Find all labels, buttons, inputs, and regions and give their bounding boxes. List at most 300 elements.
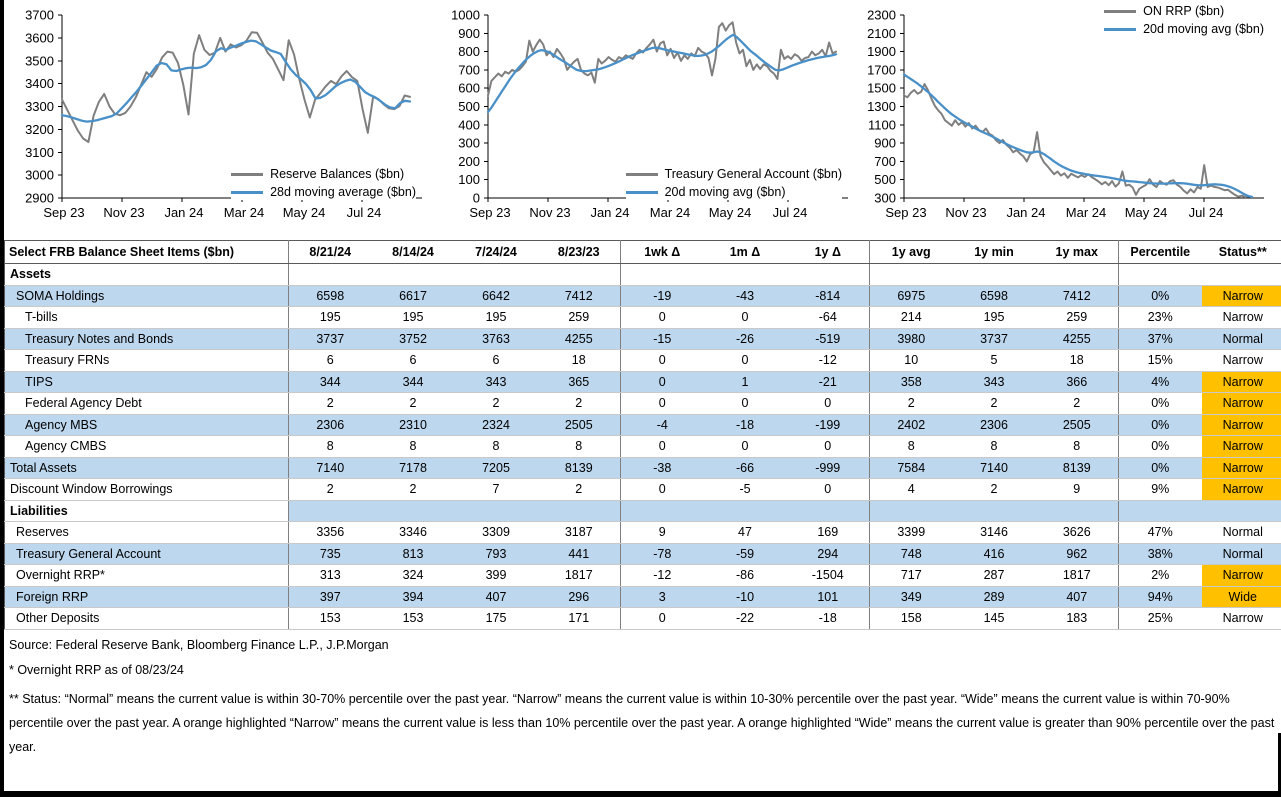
table-cell: 8 <box>1036 436 1119 458</box>
svg-text:3600: 3600 <box>25 30 54 46</box>
table-cell: 2310 <box>372 414 455 436</box>
svg-text:3500: 3500 <box>25 53 54 69</box>
table-row-total-assets <box>5 457 1281 479</box>
table-cell: -21 <box>787 371 870 393</box>
legend-entry <box>626 185 842 200</box>
svg-text:500: 500 <box>458 99 480 114</box>
table-cell <box>455 500 538 522</box>
table-cell <box>372 264 455 286</box>
table-cell: 289 <box>953 586 1036 608</box>
table-row-discount-window-borrowings <box>5 479 1281 501</box>
charts-row <box>4 2 1281 238</box>
treasury-general-account-chart-legend <box>626 167 842 200</box>
table-cell: 8 <box>953 436 1036 458</box>
table-cell: 8 <box>289 436 372 458</box>
table-cell: 296 <box>538 586 621 608</box>
table-cell: -18 <box>787 608 870 630</box>
table-cell: 2 <box>953 479 1036 501</box>
svg-text:Jan 24: Jan 24 <box>164 205 204 220</box>
table-cell: 2 <box>538 393 621 415</box>
legend-line-swatch <box>1104 10 1136 13</box>
table-cell: 47 <box>704 522 787 544</box>
table-cell: -5 <box>704 479 787 501</box>
table-cell <box>1202 500 1281 522</box>
table-cell: 0% <box>1119 393 1202 415</box>
table-cell: 8 <box>372 436 455 458</box>
table-cell: 0 <box>704 393 787 415</box>
table-cell: 7412 <box>538 285 621 307</box>
row-label: TIPS <box>5 371 289 393</box>
table-cell: -59 <box>704 543 787 565</box>
svg-text:500: 500 <box>874 172 896 188</box>
table-cell: 793 <box>455 543 538 565</box>
table-cell: Normal <box>1202 328 1281 350</box>
table-cell: 0 <box>621 350 704 372</box>
svg-text:Mar 24: Mar 24 <box>1065 205 1107 220</box>
table-row-agency-cmbs <box>5 436 1281 458</box>
legend-label: 20d moving avg ($bn) <box>664 185 786 199</box>
table-cell: 344 <box>372 371 455 393</box>
svg-text:400: 400 <box>458 117 480 133</box>
legend-label: 20d moving avg ($bn) <box>1143 22 1264 36</box>
row-label: Other Deposits <box>5 608 289 630</box>
table-cell: 2402 <box>870 414 953 436</box>
table-cell: 962 <box>1036 543 1119 565</box>
row-label: Foreign RRP <box>5 586 289 608</box>
column-header: 1y Δ <box>787 241 870 264</box>
svg-text:700: 700 <box>874 153 896 169</box>
svg-text:100: 100 <box>458 172 480 188</box>
table-cell: 3309 <box>455 522 538 544</box>
table-cell: 3752 <box>372 328 455 350</box>
column-header: 1y max <box>1036 241 1119 264</box>
table-cell: 394 <box>372 586 455 608</box>
svg-text:3300: 3300 <box>25 99 54 114</box>
svg-text:Mar 24: Mar 24 <box>223 205 265 220</box>
svg-text:300: 300 <box>874 190 896 206</box>
svg-text:3000: 3000 <box>25 167 54 183</box>
table-cell: 2 <box>372 393 455 415</box>
table-cell: 1817 <box>538 565 621 587</box>
table-cell: 0 <box>704 436 787 458</box>
table-cell: 8 <box>538 436 621 458</box>
table-cell: 3187 <box>538 522 621 544</box>
table-cell: 0 <box>621 479 704 501</box>
table-cell: 366 <box>1036 371 1119 393</box>
reserve-balances-chart-svg <box>8 2 430 236</box>
table-cell: 2 <box>455 393 538 415</box>
column-header: 7/24/24 <box>455 241 538 264</box>
table-cell: 1817 <box>1036 565 1119 587</box>
svg-text:Jul 24: Jul 24 <box>772 205 808 220</box>
svg-text:Jan 24: Jan 24 <box>1006 205 1046 220</box>
table-cell: 349 <box>870 586 953 608</box>
table-cell: 158 <box>870 608 953 630</box>
svg-text:Sep 23: Sep 23 <box>885 205 927 220</box>
table-cell: Narrow <box>1202 371 1281 393</box>
table-cell: -814 <box>787 285 870 307</box>
table-cell <box>538 500 621 522</box>
table-title-cell: Select FRB Balance Sheet Items ($bn) <box>5 241 289 264</box>
row-label: T-bills <box>5 307 289 329</box>
column-header: 8/14/24 <box>372 241 455 264</box>
table-cell: -78 <box>621 543 704 565</box>
table-cell: 0 <box>621 371 704 393</box>
table-cell: 3146 <box>953 522 1036 544</box>
table-cell: 0 <box>621 436 704 458</box>
table-cell: 813 <box>372 543 455 565</box>
row-label: Agency MBS <box>5 414 289 436</box>
table-cell: 9 <box>621 522 704 544</box>
table-cell: 195 <box>289 307 372 329</box>
table-cell: 4 <box>870 479 953 501</box>
column-header: 1wk Δ <box>621 241 704 264</box>
table-cell: 169 <box>787 522 870 544</box>
table-row-federal-agency-debt <box>5 393 1281 415</box>
svg-text:1900: 1900 <box>867 44 896 60</box>
table-cell: 441 <box>538 543 621 565</box>
svg-text:Jul 24: Jul 24 <box>346 205 382 220</box>
column-header: 1m Δ <box>704 241 787 264</box>
table-cell: -19 <box>621 285 704 307</box>
table-cell <box>455 264 538 286</box>
table-cell: 6642 <box>455 285 538 307</box>
svg-text:Jan 24: Jan 24 <box>590 205 630 220</box>
table-cell: -199 <box>787 414 870 436</box>
table-cell: Narrow <box>1202 565 1281 587</box>
table-cell: -4 <box>621 414 704 436</box>
svg-text:Nov 23: Nov 23 <box>103 205 145 220</box>
table-cell <box>787 264 870 286</box>
table-cell <box>953 500 1036 522</box>
row-label: Federal Agency Debt <box>5 393 289 415</box>
svg-text:Sep 23: Sep 23 <box>43 205 85 220</box>
table-cell: 10 <box>870 350 953 372</box>
table-cell: -519 <box>787 328 870 350</box>
table-cell: 145 <box>953 608 1036 630</box>
row-label: Liabilities <box>5 500 289 522</box>
row-label: Treasury Notes and Bonds <box>5 328 289 350</box>
table-cell: 47% <box>1119 522 1202 544</box>
svg-text:1500: 1500 <box>867 80 896 96</box>
svg-text:Nov 23: Nov 23 <box>529 205 571 220</box>
table-cell: 3 <box>621 586 704 608</box>
table-cell: Narrow <box>1202 350 1281 372</box>
table-cell <box>372 500 455 522</box>
table-cell: 18 <box>1036 350 1119 372</box>
table-cell: 343 <box>953 371 1036 393</box>
table-cell: 0 <box>787 479 870 501</box>
table-row-treasury-notes-and-bonds <box>5 328 1281 350</box>
source-line: Source: Federal Reserve Bank, Bloomberg Finance L.P., J.P.Morgan <box>9 638 389 652</box>
table-row-tips <box>5 371 1281 393</box>
table-cell: 416 <box>953 543 1036 565</box>
table-cell: 3737 <box>289 328 372 350</box>
table-cell: 195 <box>455 307 538 329</box>
table-cell: 6 <box>455 350 538 372</box>
table-cell: Narrow <box>1202 479 1281 501</box>
table-cell: 9% <box>1119 479 1202 501</box>
row-label: Assets <box>5 264 289 286</box>
table-cell: -12 <box>787 350 870 372</box>
table-cell: 6975 <box>870 285 953 307</box>
svg-text:200: 200 <box>458 153 480 169</box>
legend-entry <box>1104 4 1264 19</box>
svg-text:1700: 1700 <box>867 62 896 78</box>
table-row-t-bills <box>5 307 1281 329</box>
table-cell: -22 <box>704 608 787 630</box>
table-cell: -38 <box>621 457 704 479</box>
table-cell: 6598 <box>289 285 372 307</box>
table-cell <box>621 264 704 286</box>
table-cell: 0 <box>621 608 704 630</box>
table-cell: 259 <box>1036 307 1119 329</box>
table-cell: 5 <box>953 350 1036 372</box>
svg-text:Jul 24: Jul 24 <box>1188 205 1224 220</box>
svg-text:2100: 2100 <box>867 25 896 41</box>
row-label: Treasury FRNs <box>5 350 289 372</box>
table-cell <box>538 264 621 286</box>
table-cell: 0% <box>1119 436 1202 458</box>
table-cell: 153 <box>372 608 455 630</box>
table-cell: 171 <box>538 608 621 630</box>
table-cell: 2 <box>538 479 621 501</box>
column-header: 1y avg <box>870 241 953 264</box>
table-cell: 0% <box>1119 457 1202 479</box>
table-cell: Narrow <box>1202 436 1281 458</box>
table-cell: Narrow <box>1202 608 1281 630</box>
table-cell: 8 <box>870 436 953 458</box>
legend-label: ON RRP ($bn) <box>1143 4 1225 18</box>
table-cell <box>1036 264 1119 286</box>
table-cell: -26 <box>704 328 787 350</box>
svg-text:Nov 23: Nov 23 <box>945 205 987 220</box>
table-cell: 2 <box>289 479 372 501</box>
svg-text:300: 300 <box>458 135 480 151</box>
legend-label: Treasury General Account ($bn) <box>664 167 842 181</box>
table-cell <box>787 500 870 522</box>
table-cell: 0 <box>704 350 787 372</box>
table-cell: 94% <box>1119 586 1202 608</box>
table-cell: 0% <box>1119 414 1202 436</box>
treasury-general-account-chart-svg <box>434 2 856 236</box>
table-cell: 0 <box>621 393 704 415</box>
table-cell: -43 <box>704 285 787 307</box>
table-cell <box>289 500 372 522</box>
table-row-treasury-frns <box>5 350 1281 372</box>
table-cell: 407 <box>455 586 538 608</box>
table-cell: Narrow <box>1202 307 1281 329</box>
table-cell: 7140 <box>953 457 1036 479</box>
table-cell: 7140 <box>289 457 372 479</box>
table-cell: 4255 <box>538 328 621 350</box>
on-rrp-chart-legend <box>1104 4 1264 37</box>
footnote-status-definition: ** Status: “Normal” means the current value is within 30-70% percentile over the past year. “Narrow” means the current value is within 10-30% percentile over the past year. “Wide” means the current value is within 70-90% percentile over the past year. A orange highlighted “Narrow” means the current value is less than 10% percentile over the past year. A orange highlighted “Wide” means the current value is greater than 90% percentile over the past year. <box>9 692 1275 754</box>
svg-text:3100: 3100 <box>25 144 54 160</box>
table-cell: 3346 <box>372 522 455 544</box>
treasury-general-account-chart <box>434 2 856 236</box>
table-cell: Narrow <box>1202 393 1281 415</box>
footnote-overnight-rrp: * Overnight RRP as of 08/23/24 <box>9 663 184 677</box>
footer-notes <box>4 636 1281 759</box>
column-header: Status** <box>1202 241 1281 264</box>
column-header: 8/23/23 <box>538 241 621 264</box>
table-cell: 7 <box>455 479 538 501</box>
svg-text:3400: 3400 <box>25 76 54 92</box>
table-cell: 344 <box>289 371 372 393</box>
table-cell: 4255 <box>1036 328 1119 350</box>
table-cell: 2306 <box>289 414 372 436</box>
table-cell: 0 <box>787 436 870 458</box>
frb-balance-sheet-table <box>4 240 1281 630</box>
table-cell: 6617 <box>372 285 455 307</box>
legend-label: 28d moving average ($bn) <box>270 185 416 199</box>
table-cell: 214 <box>870 307 953 329</box>
table-cell <box>704 500 787 522</box>
table-cell <box>1119 264 1202 286</box>
table-cell: 195 <box>372 307 455 329</box>
table-cell: 8 <box>455 436 538 458</box>
legend-line-swatch <box>626 191 658 194</box>
table-cell: 2306 <box>953 414 1036 436</box>
table-cell: 3356 <box>289 522 372 544</box>
table-cell: 18 <box>538 350 621 372</box>
table-cell: 9 <box>1036 479 1119 501</box>
row-label: Overnight RRP* <box>5 565 289 587</box>
table-cell: 7412 <box>1036 285 1119 307</box>
legend-line-swatch <box>231 173 263 176</box>
table-cell: -10 <box>704 586 787 608</box>
table-cell: 3737 <box>953 328 1036 350</box>
svg-text:700: 700 <box>458 62 480 78</box>
svg-text:Sep 23: Sep 23 <box>469 205 511 220</box>
table-cell: -1504 <box>787 565 870 587</box>
table-cell <box>704 264 787 286</box>
table-cell: -64 <box>787 307 870 329</box>
table-cell: 735 <box>289 543 372 565</box>
table-cell: 2 <box>1036 393 1119 415</box>
table-cell: 175 <box>455 608 538 630</box>
table-cell: 8139 <box>538 457 621 479</box>
table-cell: 0% <box>1119 285 1202 307</box>
on-rrp-chart <box>850 2 1272 236</box>
legend-line-swatch <box>1104 28 1136 31</box>
legend-entry <box>231 167 416 182</box>
svg-text:May 24: May 24 <box>282 205 326 220</box>
svg-text:2900: 2900 <box>25 190 54 206</box>
table-cell: 3626 <box>1036 522 1119 544</box>
frb-balance-sheet-table-wrap <box>4 240 1281 630</box>
table-cell: 358 <box>870 371 953 393</box>
table-cell: 2 <box>953 393 1036 415</box>
svg-text:Mar 24: Mar 24 <box>649 205 691 220</box>
table-cell: 7178 <box>372 457 455 479</box>
legend-entry <box>626 167 842 182</box>
svg-text:1100: 1100 <box>868 117 896 133</box>
table-cell: 1 <box>704 371 787 393</box>
row-label: Total Assets <box>5 457 289 479</box>
table-cell: 399 <box>455 565 538 587</box>
svg-text:3200: 3200 <box>25 121 54 137</box>
svg-text:0: 0 <box>472 190 480 206</box>
column-header: 8/21/24 <box>289 241 372 264</box>
table-cell: 38% <box>1119 543 1202 565</box>
row-label: Discount Window Borrowings <box>5 479 289 501</box>
table-cell <box>289 264 372 286</box>
table-row-other-deposits <box>5 608 1281 630</box>
table-cell: 153 <box>289 608 372 630</box>
table-row-reserves <box>5 522 1281 544</box>
table-cell <box>870 264 953 286</box>
table-cell: 23% <box>1119 307 1202 329</box>
svg-text:800: 800 <box>458 44 480 60</box>
svg-text:2300: 2300 <box>867 7 896 23</box>
table-cell: 183 <box>1036 608 1119 630</box>
table-cell: -66 <box>704 457 787 479</box>
table-cell <box>1119 500 1202 522</box>
table-cell: 2324 <box>455 414 538 436</box>
table-cell: 2 <box>289 393 372 415</box>
table-cell: 365 <box>538 371 621 393</box>
table-cell: 25% <box>1119 608 1202 630</box>
table-cell: -18 <box>704 414 787 436</box>
legend-line-swatch <box>231 191 263 194</box>
table-row-foreign-rrp <box>5 586 1281 608</box>
svg-text:1300: 1300 <box>867 99 896 114</box>
table-row-treasury-general-account <box>5 543 1281 565</box>
table-cell: -999 <box>787 457 870 479</box>
table-cell: 259 <box>538 307 621 329</box>
reserve-balances-chart <box>8 2 430 236</box>
svg-text:900: 900 <box>458 25 480 41</box>
table-cell <box>870 500 953 522</box>
table-row-soma-holdings <box>5 285 1281 307</box>
table-header-row <box>5 241 1281 264</box>
svg-text:1000: 1000 <box>451 7 480 23</box>
svg-text:May 24: May 24 <box>708 205 752 220</box>
table-cell: 7205 <box>455 457 538 479</box>
table-cell: Normal <box>1202 543 1281 565</box>
table-cell: Narrow <box>1202 457 1281 479</box>
table-cell: 6 <box>372 350 455 372</box>
table-cell <box>1202 264 1281 286</box>
table-cell: 8139 <box>1036 457 1119 479</box>
table-cell <box>621 500 704 522</box>
column-header: 1y min <box>953 241 1036 264</box>
table-cell: -12 <box>621 565 704 587</box>
table-cell: Narrow <box>1202 414 1281 436</box>
column-header: Percentile <box>1119 241 1202 264</box>
table-cell: 0 <box>787 393 870 415</box>
table-cell: 3980 <box>870 328 953 350</box>
legend-line-swatch <box>626 173 658 176</box>
legend-entry <box>1104 22 1264 37</box>
table-cell: 2 <box>372 479 455 501</box>
row-label: Treasury General Account <box>5 543 289 565</box>
table-cell: Normal <box>1202 522 1281 544</box>
table-cell: 3399 <box>870 522 953 544</box>
legend-entry <box>231 185 416 200</box>
reserve-balances-chart-legend <box>231 167 416 200</box>
table-cell: 0 <box>621 307 704 329</box>
table-cell: 0 <box>704 307 787 329</box>
table-cell: 6598 <box>953 285 1036 307</box>
table-cell: 101 <box>787 586 870 608</box>
row-label: Reserves <box>5 522 289 544</box>
table-cell: 343 <box>455 371 538 393</box>
table-cell: 37% <box>1119 328 1202 350</box>
svg-text:May 24: May 24 <box>1124 205 1168 220</box>
